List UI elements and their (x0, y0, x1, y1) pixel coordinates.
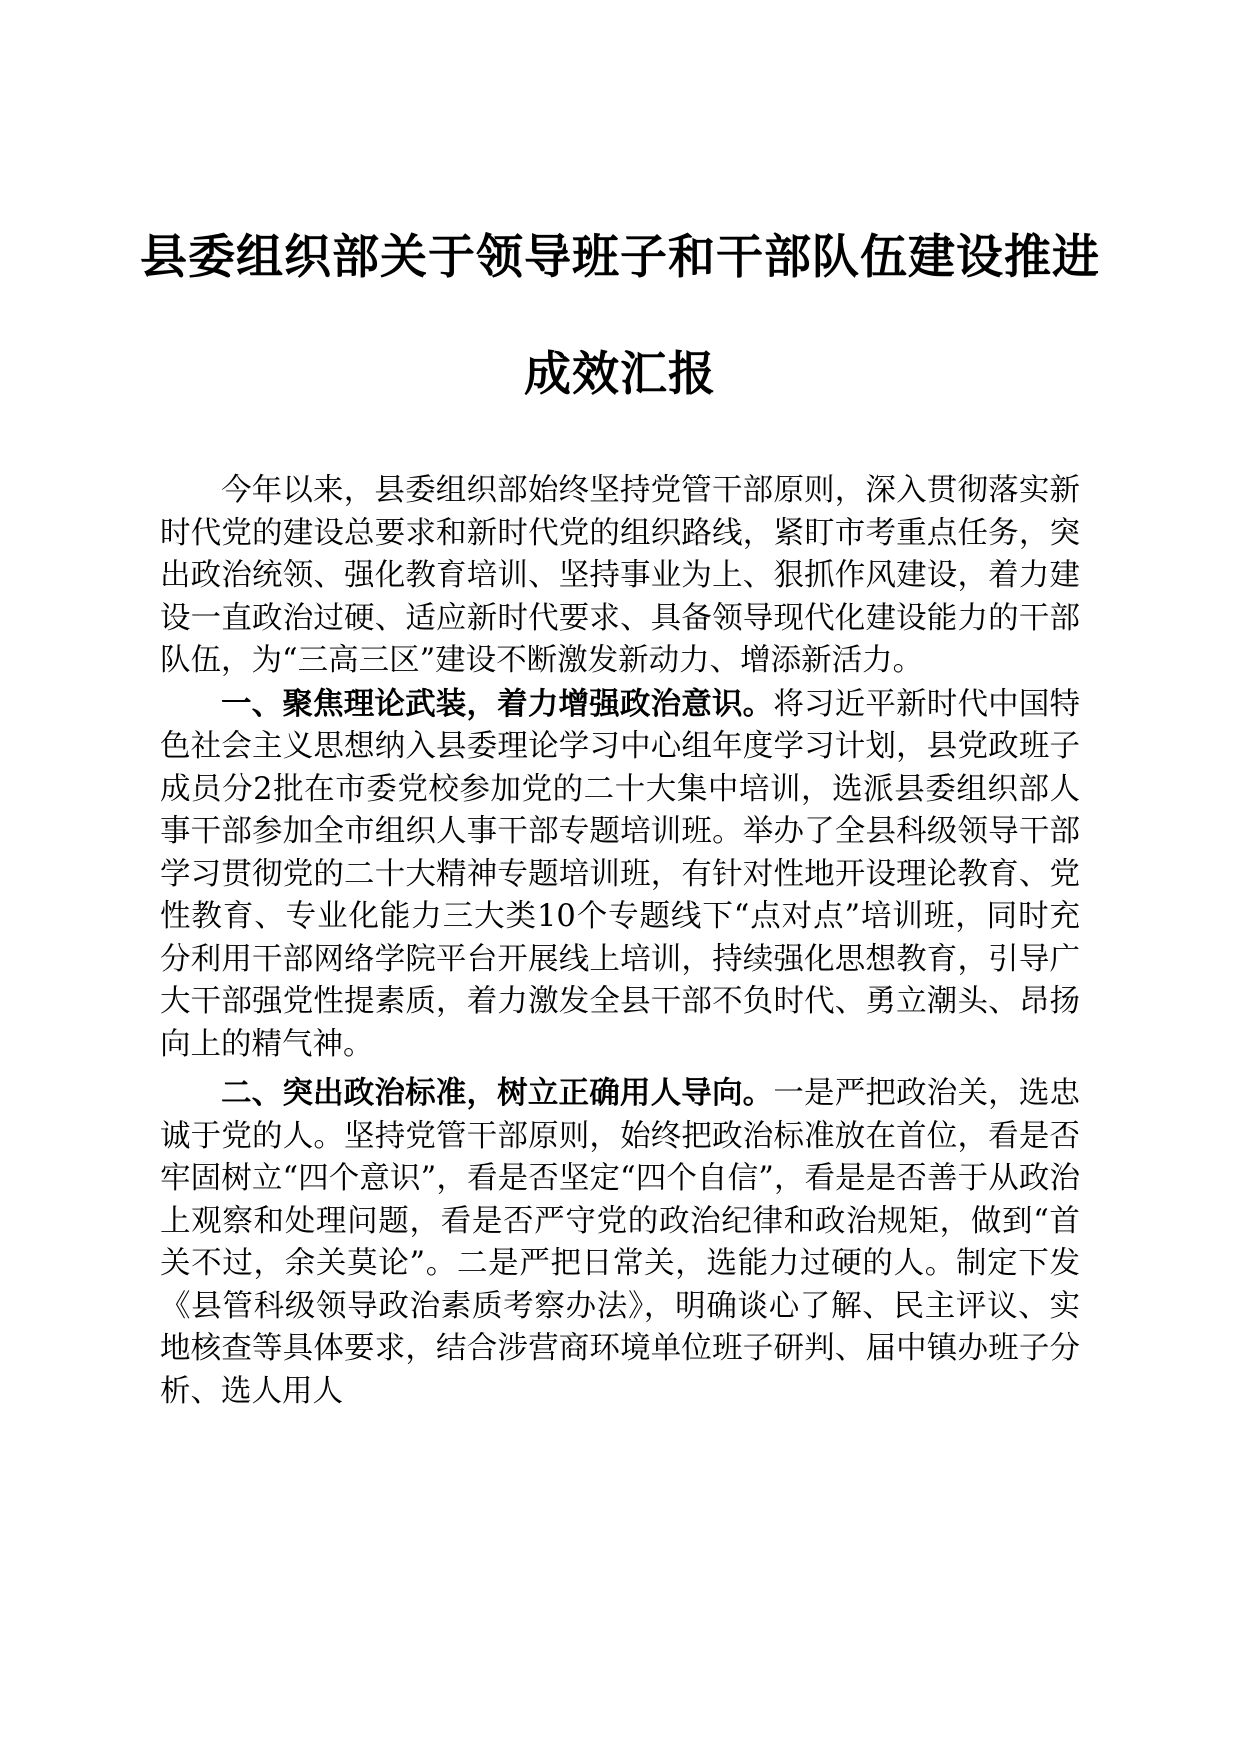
paragraph-section-2 (160, 1072, 1080, 1413)
paragraph-text: 今年以来，县委组织部始终坚持党管干部原则，深入贯彻落实新时代党的建设总要求和新时代党的组织路线，紧盯市考重点任务，突出政治统领、强化教育培训、坚持事业为上、狠抓作风建设，着力建设一直政治过硬、适应新时代要求、具备领导现代化建设能力的干部队伍，为“三高三区”建设不断激发新动力、增添新活力。 (160, 473, 1080, 678)
paragraph-intro (160, 470, 1080, 683)
paragraph-text: 将习近平新时代中国特色社会主义思想纳入县委理论学习中心组年度学习计划，县党政班子成员分2批在市委党校参加党的二十大集中培训，选派县委组织部人事干部参加全市组织人事干部专题培训班。举办了全县科级领导干部学习贯彻党的二十大精神专题培训班，有针对性地开设理论教育、党性教育、专业化能力三大类10个专题线下“点对点”培训班，同时充分利用干部网络学院平台开展线上培训，持续强化思想教育，引导广大干部强党性提素质，着力激发全县干部不负时代、勇立潮头、昂扬向上的精气神。 (160, 686, 1081, 1062)
document-title-line-1: 县委组织部关于领导班子和干部队伍建设推进 (140, 230, 1100, 285)
paragraph-text: 一是严把政治关，选忠诚于党的人。坚持党管干部原则，始终把政治标准放在首位，看是否牢固树立“四个意识”，看是否坚定“四个自信”，看是是否善于从政治上观察和处理问题，看是否严守党的政治纪律和政治规矩，做到“首关不过，余关莫论”。二是严把日常关，选能力过硬的人。制定下发《县管科级领导政治素质考察办法》，明确谈心了解、民主评议、实地核查等具体要求，结合涉营商环境单位班子研判、届中镇办班子分析、选人用人 (160, 1076, 1081, 1409)
document-title-line-2: 成效汇报 (524, 347, 716, 402)
document-body (160, 470, 1080, 1413)
section-heading: 二、突出政治标准，树立正确用人导向。 (221, 1075, 774, 1111)
paragraph-section-1 (160, 683, 1080, 1067)
section-heading: 一、聚焦理论武装，着力增强政治意识。 (221, 685, 774, 722)
